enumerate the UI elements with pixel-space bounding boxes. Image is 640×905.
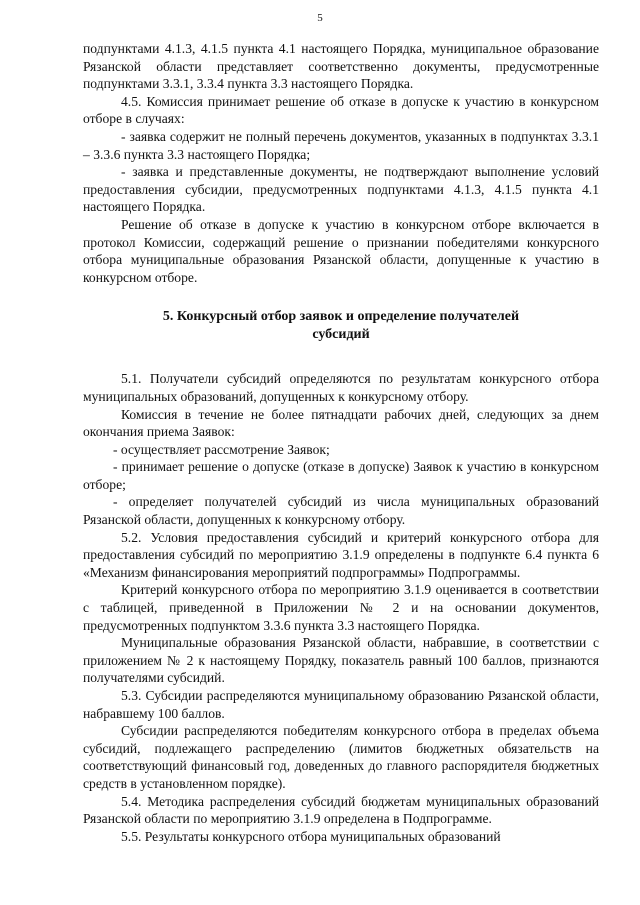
paragraph-5-1: 5.1. Получатели субсидий определяются по результатам конкурсного отбора муниципальных образований, допущенных к конкурсному отбору. [83, 371, 599, 404]
list-item-conditions-unconfirmed: - заявка и представленные документы, не подтверждают выполнение условий предоставления субсидии, предусмотренных подпунктами 4.1.3, 4.1.5 пункта 4.1 настоящего Порядка. [83, 164, 599, 215]
paragraph-criterion: Критерий конкурсного отбора по мероприятию 3.1.9 оценивается в соответствии с таблицей, приведенной в Приложении № 2 и на основании документов, предусмотренных подпунктом 3.3.6 пункта 3.3 настоящего Порядка. [83, 582, 599, 633]
paragraph-5-5: 5.5. Результаты конкурсного отбора муниципальных образований [121, 828, 501, 844]
page-content [83, 40, 599, 845]
paragraph-continuation: подпунктами 4.1.3, 4.1.5 пункта 4.1 настоящего Порядка, муниципальное образование Рязанской области представляет соответственно документы, предусмотренные подпунктами 3.3.1, 3.3.4 пункта 3.3 настоящего Порядка. [83, 41, 599, 92]
list-item-incomplete-docs: - заявка содержит не полный перечень документов, указанных в подпунктах 3.3.1 – 3.3.6 пункта 3.3 настоящего Порядка; [83, 128, 599, 162]
list-item-recipients: - определяет получателей субсидий из числа муниципальных образований Рязанской области, допущенных к конкурсному отбору. [83, 494, 599, 528]
section-heading-line1: 5. Конкурсный отбор заявок и определение получателей [162, 309, 520, 325]
paragraph-commission: Комиссия в течение не более пятнадцати рабочих дней, следующих за днем окончания приема Заявок: [83, 406, 599, 440]
paragraph-5-3: 5.3. Субсидии распределяются муниципальному образованию Рязанской области, набравшему 100 баллов. [83, 688, 599, 721]
paragraph-4-5: 4.5. Комиссия принимает решение об отказе в допуске к участию в конкурсном отборе в случаях: [83, 93, 599, 127]
list-item-review: - осуществляет рассмотрение Заявок; [113, 441, 330, 457]
paragraph-municipalities: Муниципальные образования Рязанской области, набравшие, в соответствии с приложением № 2 к настоящему Порядку, показатель равный 100 баллов, признаются получателями субсидий. [83, 635, 599, 686]
section-heading [83, 308, 599, 344]
section-heading-line2: субсидий [312, 327, 370, 343]
paragraph-5-4: 5.4. Методика распределения субсидий бюджетам муниципальных образований Рязанской области по мероприятию 3.1.9 определена в Подпрограмме. [83, 793, 599, 827]
list-item-admission: - принимает решение о допуске (отказе в допуске) Заявок к участию в конкурсном отборе; [83, 459, 599, 492]
paragraph-refusal-decision: Решение об отказе в допуске к участию в конкурсном отборе включается в протокол Комиссии, содержащий решение о признании победителями конкурсного отбора муниципальные образования Рязанской области, допущенные к участию в конкурсном отборе. [83, 216, 599, 285]
paragraph-5-2: 5.2. Условия предоставления субсидий и критерий конкурсного отбора для предоставления субсидий по мероприятию 3.1.9 определены в подпункте 6.4 пункта 6 «Механизм финансирования мероприятий подпрограммы» Подпрограммы. [83, 529, 599, 580]
paragraph-distribution: Субсидии распределяются победителям конкурсного отбора в пределах объема субсидий, подлежащего распределению (лимитов бюджетных обязательств на соответствующий финансовый год, доведенных до главного распорядителя бюджетных средств в установленном порядке). [83, 723, 599, 791]
page-number: 5 [317, 12, 323, 24]
